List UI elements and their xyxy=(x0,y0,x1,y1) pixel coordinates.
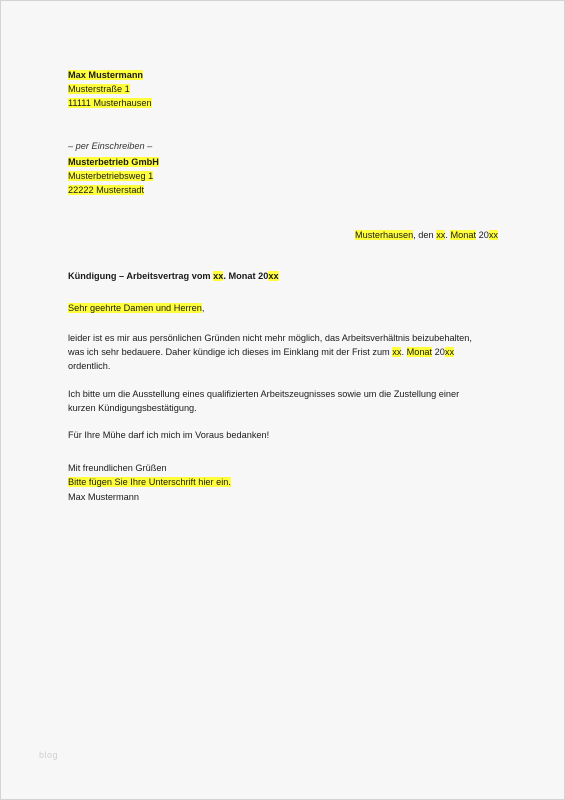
date-year-prefix: 20 xyxy=(476,230,489,240)
subject-day: xx xyxy=(213,271,224,281)
subject-year-suffix: xx xyxy=(268,271,279,281)
closing-name: Max Mustermann xyxy=(68,492,139,502)
date-day: xx xyxy=(436,230,446,240)
body-p2-line1: Ich bitte um die Ausstellung eines qualifizierten Arbeitszeugnisses sowie um die Zustellung einer xyxy=(68,389,460,399)
date-place: Musterhausen xyxy=(354,230,414,240)
sender-city-text: 11111 Musterhausen xyxy=(68,98,152,108)
recipient-city xyxy=(68,183,144,197)
recipient-company xyxy=(68,155,159,169)
body-p1-year-suffix: xx xyxy=(444,347,455,357)
sender-name xyxy=(68,68,143,82)
body-p2-line2: kurzen Kündigungsbestätigung. xyxy=(68,403,197,413)
body-p1-line3: ordentlich. xyxy=(68,361,111,371)
closing-greeting: Mit freundlichen Grüßen xyxy=(68,463,167,473)
sender-city xyxy=(68,96,152,110)
signature-hint xyxy=(68,475,231,489)
body-p1-line1: leider ist es mir aus persönlichen Gründen nicht mehr möglich, das Arbeitsverhältnis beizubehalten, xyxy=(68,333,472,343)
date-sep: , den xyxy=(413,230,437,240)
date-month: Monat xyxy=(450,230,477,240)
signature-hint-text: Bitte fügen Sie Ihre Unterschrift hier ein. xyxy=(68,477,231,487)
sender-name-text: Max Mustermann xyxy=(68,70,144,80)
subject-text: Kündigung – Arbeitsvertrag vom xyxy=(68,271,214,281)
body-p1-line2-text: was ich sehr bedauere. Daher kündige ich dieses im Einklang mit der Frist zum xyxy=(68,347,393,357)
recipient-city-text: 22222 Musterstadt xyxy=(68,185,145,195)
date-dot: . xyxy=(445,230,451,240)
date-line xyxy=(355,228,498,242)
date-year-suffix: xx xyxy=(488,230,498,240)
sender-street-text: Musterstraße 1 xyxy=(68,84,130,94)
salutation-comma: , xyxy=(201,303,205,313)
salutation xyxy=(68,301,204,315)
sender-street xyxy=(68,82,130,96)
recipient-street-text: Musterbetriebsweg 1 xyxy=(68,171,154,181)
salutation-text: Sehr geehrte Damen und Herren xyxy=(68,303,202,313)
recipient-street xyxy=(68,169,153,183)
recipient-company-text: Musterbetrieb GmbH xyxy=(68,157,159,167)
watermark: blog xyxy=(39,750,59,760)
body-p1-day: xx xyxy=(392,347,402,357)
delivery-note: – per Einschreiben – xyxy=(68,141,153,151)
subject-rest: . Monat 20 xyxy=(223,271,269,281)
body-p1-month: Monat xyxy=(406,347,433,357)
body-p1-year: 20 xyxy=(432,347,445,357)
body-p1-dot: . xyxy=(401,347,407,357)
body-p1-line2 xyxy=(68,345,454,359)
body-p3: Für Ihre Mühe darf ich mich im Voraus bedanken! xyxy=(68,430,270,440)
subject-line xyxy=(68,269,279,283)
